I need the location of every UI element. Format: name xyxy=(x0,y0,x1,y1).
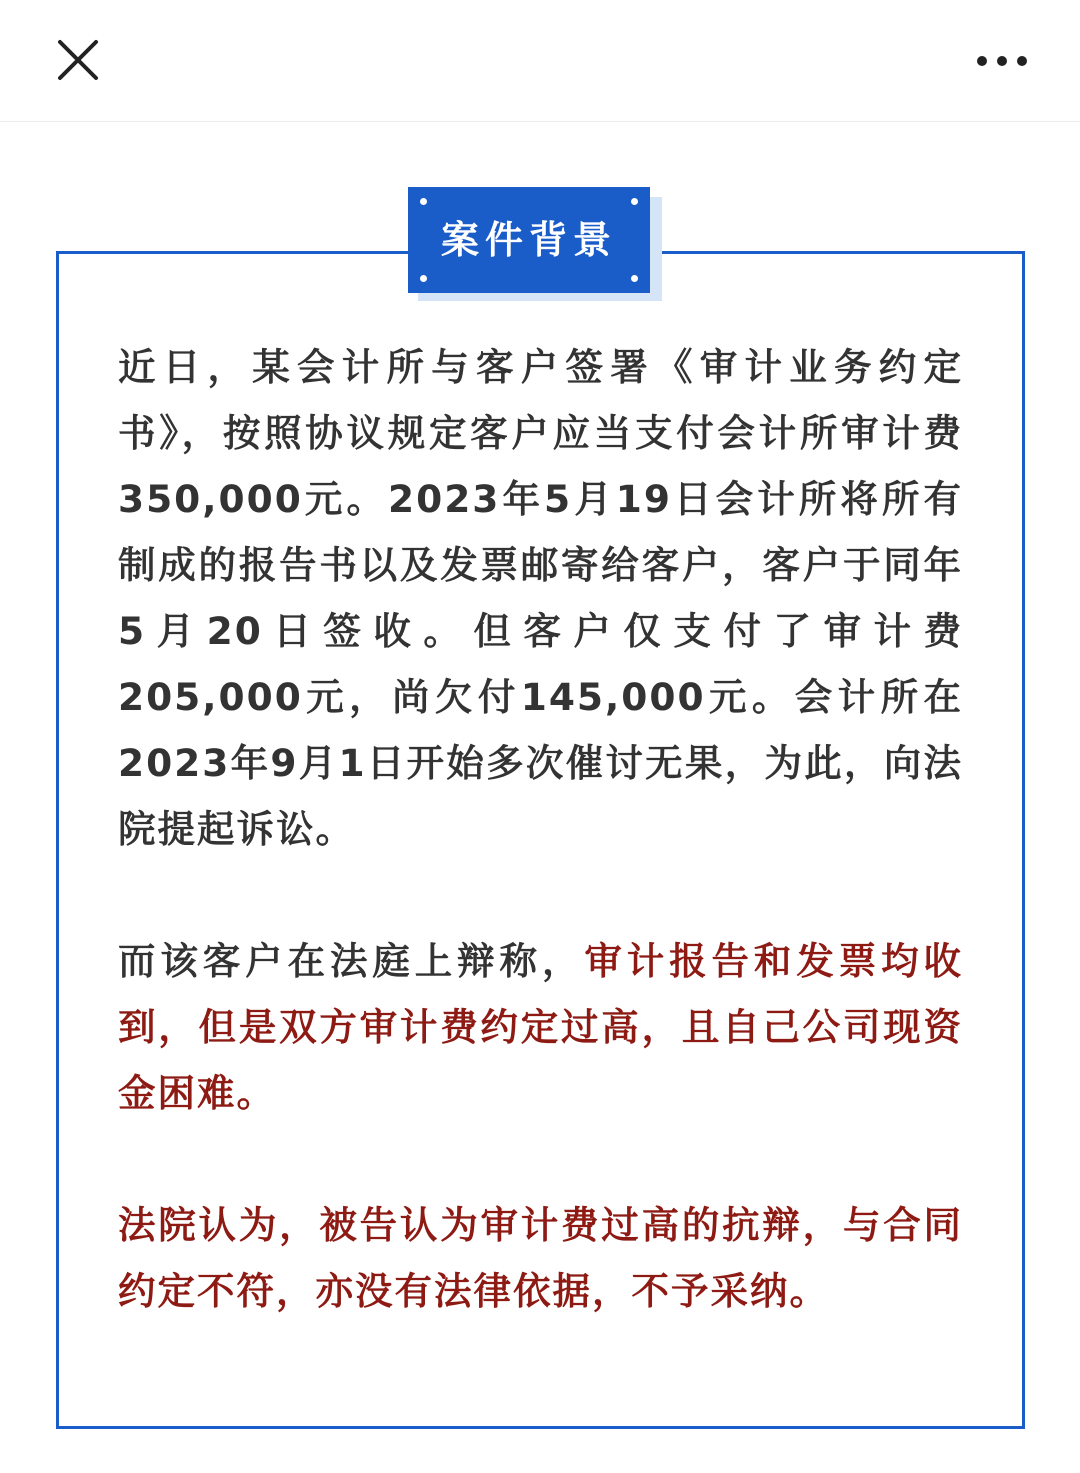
more-dots-icon xyxy=(968,36,1038,86)
case-facts-paragraph: 近日，某会计所与客户签署《审计业务约定书》，按照协议规定客户应当支付会计所审计费350,000元。2023年5月19日会计所将所有制成的报告书以及发票邮寄给客户，客户于同年5月20日签收。但客户仅支付了审计费205,000元，尚欠付145,000元。会计所在2023年9月1日开始多次催讨无果，为此，向法院提起诉讼。 xyxy=(118,345,963,851)
close-icon xyxy=(50,32,106,88)
close-button[interactable] xyxy=(50,32,106,88)
defendant-argument-paragraph xyxy=(118,928,963,1126)
section-heading-badge xyxy=(408,187,650,293)
top-navigation-bar xyxy=(0,0,1080,122)
defendant-argument-lead: 而该客户在法庭上辩称， xyxy=(118,939,585,983)
section-heading-title: 案件背景 xyxy=(440,218,617,262)
more-options-button[interactable] xyxy=(968,36,1038,86)
defendant-argument-highlight: 审计报告和发票均收到，但是双方审计费约定过高，且自己公司现资金困难。 xyxy=(118,939,964,1115)
court-opinion-paragraph: 法院认为，被告认为审计费过高的抗辩，与合同约定不符，亦没有法律依据，不予采纳。 xyxy=(118,1203,963,1313)
case-text xyxy=(118,334,963,1324)
